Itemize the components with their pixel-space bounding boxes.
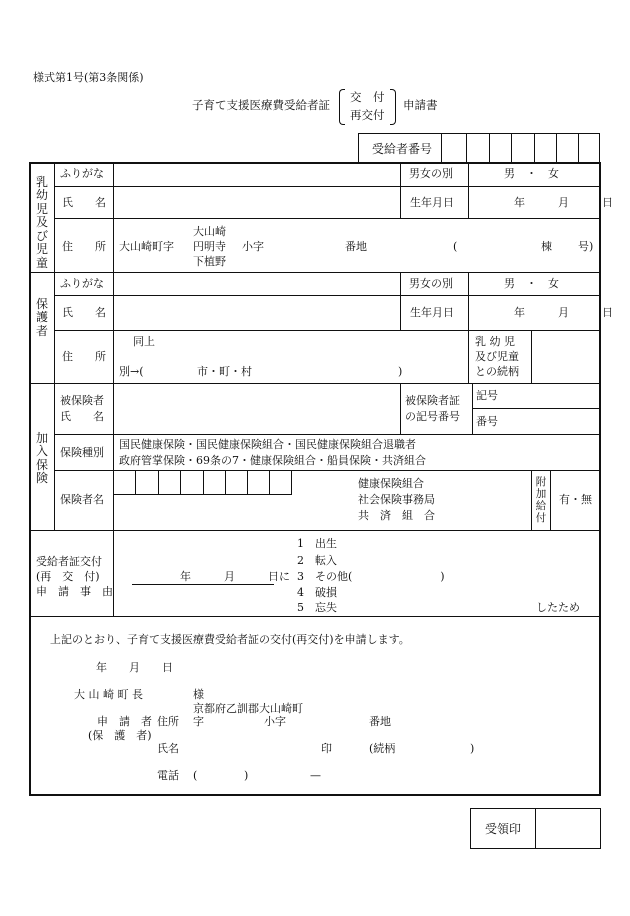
- reason-label: 受給者証交付: [36, 555, 102, 568]
- declaration-text: 上記のとおり、子育て支援医療費受給者証の交付(再交付)を申請します。: [50, 633, 410, 646]
- receipt-seal-label: 受領印: [485, 822, 522, 836]
- child-sex-options[interactable]: 男 ・ 女: [504, 167, 559, 180]
- guardian-furigana-input[interactable]: [114, 273, 400, 295]
- child-sex-label: 男女の別: [409, 167, 453, 180]
- guardian-address-other-prefix: 別→(: [119, 365, 144, 378]
- receipt-seal-area[interactable]: [536, 809, 600, 848]
- section-insurance: 加入保険: [35, 431, 48, 486]
- child-room-label: 号): [578, 240, 594, 253]
- child-building-label: 棟: [541, 240, 552, 253]
- insured-name-label: 氏 名: [60, 410, 104, 423]
- child-banchi-label: 番地: [345, 240, 367, 253]
- guardian-address-label: 住 所: [62, 350, 106, 363]
- child-address-prefix: 大山崎町字: [119, 240, 174, 253]
- insurer-kyosai[interactable]: 共 済 組 合: [358, 509, 435, 522]
- applicant-phone-label: 電話: [157, 769, 179, 782]
- reason-label: (再 交 付): [36, 570, 100, 583]
- insurance-cert-label: の記号番号: [405, 410, 460, 423]
- child-dob-value[interactable]: 年 月 日: [514, 196, 613, 209]
- insurer-shaho[interactable]: 社会保険事務局: [358, 493, 435, 506]
- guardian-name-label: 氏 名: [62, 306, 106, 319]
- insurance-bango-label: 番号: [476, 415, 498, 428]
- section-child: 乳幼児及び児童: [35, 175, 48, 270]
- recipient-number-label: 受給者番号: [372, 142, 433, 156]
- applicant-phone-close: ): [244, 769, 249, 782]
- guardian-sex-options[interactable]: 男 ・ 女: [504, 277, 559, 290]
- title-prefix: 子育て支援医療費受給者証: [192, 98, 330, 112]
- insurer-name-label: 保険者名: [60, 493, 104, 506]
- insurance-type-options[interactable]: 政府管掌保険・69条の7・健康保険組合・船員保険・共済組合: [119, 454, 426, 467]
- insurance-kigo-label: 記号: [476, 389, 498, 402]
- applicant-label: 申 請 者: [97, 715, 152, 728]
- insurance-type-options[interactable]: 国民健康保険・国民健康保険組合・国民健康保険組合退職者: [119, 438, 416, 451]
- applicant-guardian-label: (保 護 者): [88, 729, 152, 742]
- insurer-kenpo[interactable]: 健康保険組合: [358, 477, 424, 490]
- guardian-address-other-mid: 市・町・村: [197, 365, 252, 378]
- applicant-address-label: 住所: [157, 715, 179, 728]
- insured-label: 被保険者: [60, 394, 104, 407]
- mayor-label: 大 山 崎 町 長: [74, 688, 143, 701]
- applicant-koaza-label: 小字: [264, 715, 286, 728]
- title-bracket-left: [339, 89, 345, 125]
- child-paren-open: (: [453, 240, 458, 253]
- reason-item[interactable]: 3 その他( ): [297, 570, 445, 583]
- guardian-dob-label: 生年月日: [410, 306, 454, 319]
- guardian-relation-label: 乳 幼 児: [475, 335, 515, 348]
- section-guardian: 保護者: [35, 297, 48, 338]
- applicant-relation-label: (続柄: [369, 742, 396, 755]
- guardian-relation-input[interactable]: [532, 331, 600, 383]
- attached-benefit-label: 附加給付: [535, 476, 547, 525]
- guardian-name-input[interactable]: [114, 296, 400, 330]
- applicant-address-prefix: 京都府乙訓郡大山崎町: [193, 702, 303, 715]
- guardian-relation-label: 及び児童: [475, 350, 519, 363]
- title-suffix: 申請書: [403, 98, 438, 112]
- insurance-cert-label: 被保険者証: [405, 394, 460, 407]
- applicant-seal-label: 印: [321, 742, 332, 755]
- child-address-option[interactable]: 大山崎: [193, 225, 226, 238]
- reason-tail: したため: [536, 601, 580, 614]
- child-address-label: 住 所: [62, 240, 106, 253]
- reason-item[interactable]: 4 破損: [297, 586, 337, 599]
- child-name-label: 氏 名: [62, 196, 106, 209]
- mayor-sama: 様: [193, 688, 204, 701]
- reason-item[interactable]: 2 転入: [297, 554, 337, 567]
- title-option-reissue: 再交付: [350, 108, 385, 122]
- applicant-banchi-label: 番地: [369, 715, 391, 728]
- child-dob-label: 生年月日: [410, 196, 454, 209]
- reason-label: 申 請 事 由: [36, 585, 113, 598]
- applicant-aza-label: 字: [193, 715, 204, 728]
- child-furigana-input[interactable]: [114, 164, 400, 186]
- applicant-phone-dash: —: [310, 769, 321, 782]
- guardian-address-other-close: ): [398, 365, 403, 378]
- insurance-type-label: 保険種別: [60, 446, 104, 459]
- applicant-phone-open: (: [193, 769, 198, 782]
- applicant-name-label: 氏名: [157, 742, 179, 755]
- guardian-furigana-label: ふりがな: [60, 277, 104, 290]
- applicant-relation-close: ): [470, 742, 475, 755]
- declaration-date[interactable]: 年 月 日: [96, 661, 173, 674]
- child-address-option[interactable]: 円明寺: [193, 240, 226, 253]
- title-bracket-right: [390, 89, 396, 125]
- reason-item[interactable]: 5 忘失: [297, 601, 337, 614]
- child-name-input[interactable]: [114, 187, 400, 218]
- guardian-sex-label: 男女の別: [409, 277, 453, 290]
- child-furigana-label: ふりがな: [60, 167, 104, 180]
- guardian-dob-value[interactable]: 年 月 日: [514, 306, 613, 319]
- title-option-issue: 交 付: [350, 90, 385, 104]
- guardian-relation-label: との続柄: [475, 365, 519, 378]
- reason-item[interactable]: 1 出生: [297, 537, 337, 550]
- child-koaza-label: 小字: [242, 240, 264, 253]
- reason-date[interactable]: 年 月 日に: [180, 570, 290, 583]
- insured-name-input[interactable]: [114, 384, 400, 434]
- attached-benefit-options[interactable]: 有・無: [559, 493, 592, 506]
- child-address-option[interactable]: 下植野: [193, 255, 226, 268]
- guardian-address-same[interactable]: 同上: [133, 335, 155, 348]
- form-number: 様式第1号(第3条関係): [33, 71, 144, 84]
- recipient-number-input[interactable]: [442, 134, 599, 163]
- reason-date-underline: [132, 584, 274, 585]
